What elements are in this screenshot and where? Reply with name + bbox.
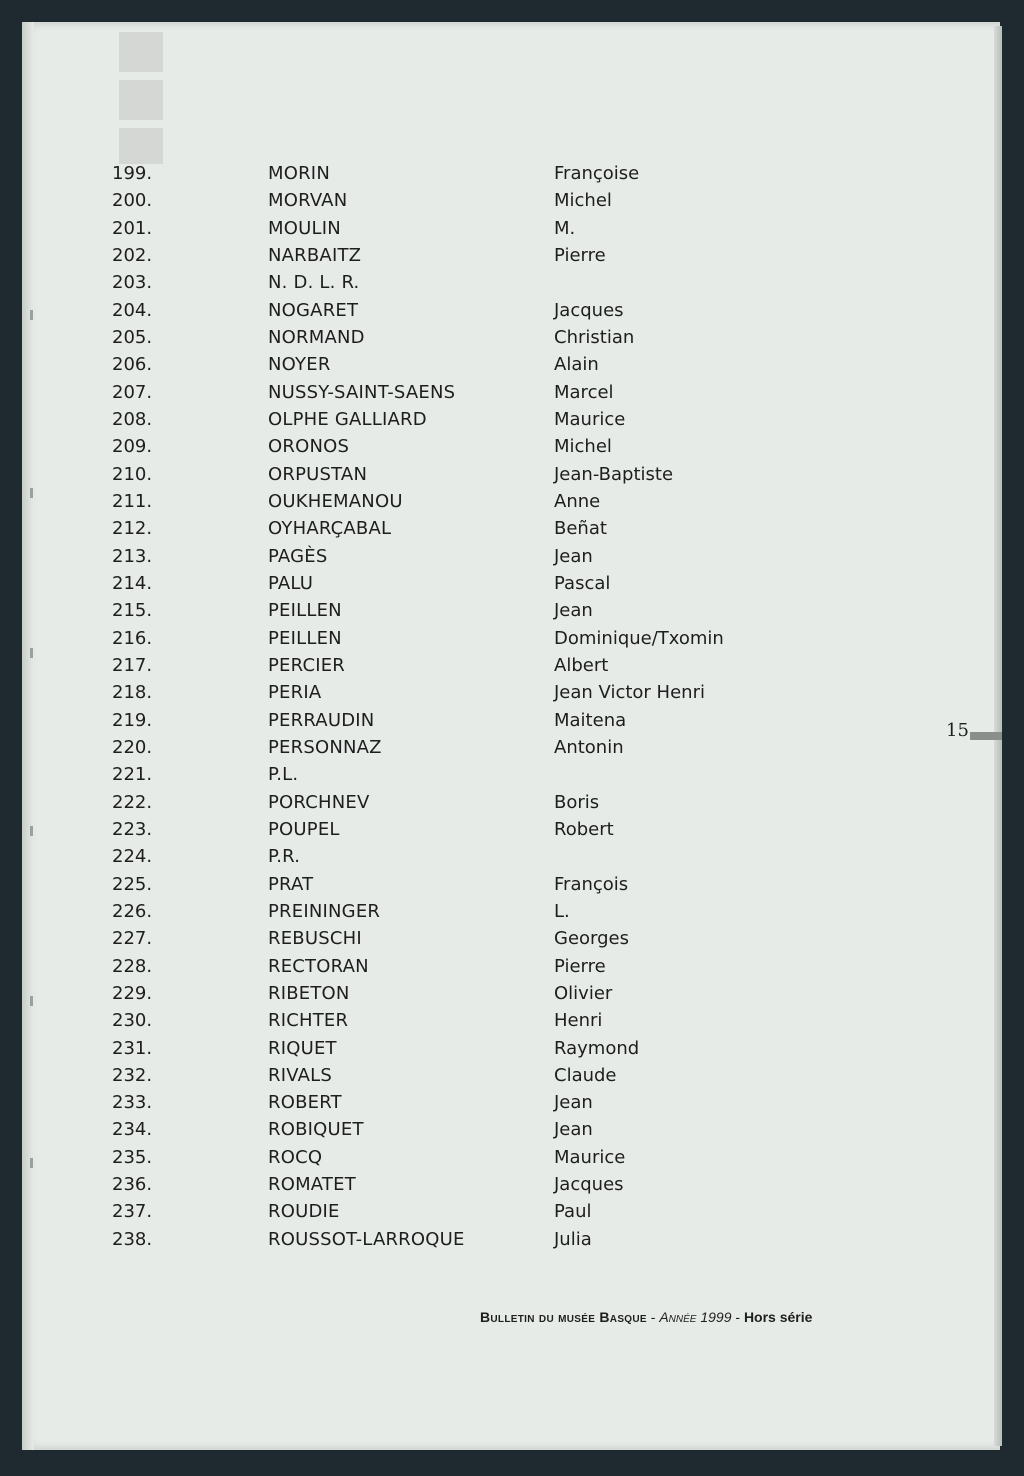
entry-last-name: ROCQ [268, 1146, 323, 1168]
entry-last-name: ROUDIE [268, 1201, 340, 1223]
entry-number: 215. [112, 600, 153, 622]
list-item [0, 816, 1000, 843]
entry-number: 218. [112, 682, 153, 704]
entry-number: 201. [112, 217, 153, 239]
entry-number: 229. [112, 982, 153, 1004]
entry-number: 213. [112, 545, 153, 567]
entry-first-name: Henri [554, 1010, 603, 1032]
list-item [0, 953, 1000, 980]
entry-number: 227. [112, 928, 153, 950]
entry-first-name: Raymond [554, 1037, 640, 1059]
entry-first-name: Antonin [554, 736, 624, 758]
entry-first-name: Maurice [554, 1146, 626, 1168]
entry-first-name: Robert [554, 818, 614, 840]
entry-first-name: Pierre [554, 244, 606, 266]
entry-last-name: P.R. [268, 846, 301, 868]
entry-number: 220. [112, 736, 153, 758]
list-item [0, 707, 1000, 734]
entry-first-name: Dominique/Txomin [554, 627, 724, 649]
list-item [0, 789, 1000, 816]
list-item [0, 1035, 1000, 1062]
entry-first-name: Georges [554, 928, 629, 950]
entry-number: 217. [112, 654, 153, 676]
entry-first-name: Françoise [554, 163, 640, 184]
entry-last-name: REBUSCHI [268, 928, 362, 950]
entry-number: 230. [112, 1010, 153, 1032]
entry-number: 209. [112, 436, 153, 458]
list-item [0, 570, 1000, 597]
entry-last-name: PORCHNEV [268, 791, 370, 813]
list-item [0, 652, 1000, 679]
entry-number: 200. [112, 190, 153, 212]
entry-last-name: PALU [268, 572, 314, 594]
entry-last-name: OLPHE GALLIARD [268, 408, 427, 430]
entry-first-name: Jean [554, 600, 593, 622]
entry-number: 225. [112, 873, 153, 895]
entry-first-name: Alain [554, 354, 599, 376]
list-item [0, 1198, 1000, 1225]
entry-number: 211. [112, 490, 153, 512]
entry-first-name: François [554, 873, 629, 895]
author-index-list [0, 160, 1000, 1253]
entry-first-name: Jacques [554, 1174, 624, 1196]
entry-first-name: Julia [554, 1228, 592, 1250]
entry-number: 202. [112, 244, 153, 266]
entry-last-name: RIQUET [268, 1037, 337, 1059]
list-item [0, 269, 1000, 296]
entry-number: 221. [112, 764, 153, 786]
entry-number: 204. [112, 299, 153, 321]
entry-last-name: ROMATET [268, 1174, 356, 1196]
entry-last-name: MORVAN [268, 190, 348, 212]
list-item [0, 1089, 1000, 1116]
entry-number: 233. [112, 1092, 153, 1114]
entry-number: 216. [112, 627, 153, 649]
entry-last-name: MORIN [268, 163, 330, 184]
entry-number: 236. [112, 1174, 153, 1196]
entry-number: 222. [112, 791, 153, 813]
entry-number: 219. [112, 709, 153, 731]
list-item [0, 1226, 1000, 1253]
entry-first-name: Jean-Baptiste [554, 463, 674, 485]
entry-last-name: P.L. [268, 764, 299, 786]
list-item [0, 734, 1000, 761]
entry-last-name: OYHARÇABAL [268, 518, 392, 540]
entry-number: 223. [112, 818, 153, 840]
entry-number: 208. [112, 408, 153, 430]
entry-last-name: PERIA [268, 682, 322, 704]
entry-number: 235. [112, 1146, 153, 1168]
entry-number: 199. [112, 163, 153, 184]
entry-last-name: NUSSY-SAINT-SAENS [268, 381, 456, 403]
footer-edition: Hors série [743, 1309, 813, 1325]
entry-first-name: Michel [554, 190, 612, 212]
entry-first-name: Christian [554, 326, 635, 348]
entry-last-name: PERRAUDIN [268, 709, 375, 731]
footer-separator: - [731, 1309, 744, 1325]
list-item [0, 625, 1000, 652]
entry-last-name: PERCIER [268, 654, 345, 676]
ornament-show-through [115, 28, 167, 168]
entry-number: 228. [112, 955, 153, 977]
list-item [0, 1007, 1000, 1034]
list-item [0, 461, 1000, 488]
entry-last-name: RIBETON [268, 982, 350, 1004]
list-item [0, 242, 1000, 269]
entry-first-name: Pascal [554, 572, 611, 594]
entry-first-name: Paul [554, 1201, 592, 1223]
entry-number: 205. [112, 326, 153, 348]
entry-last-name: NOYER [268, 354, 331, 376]
footer-separator: - [646, 1309, 660, 1325]
entry-number: 214. [112, 572, 153, 594]
entry-last-name: PEILLEN [268, 627, 342, 649]
entry-last-name: N. D. L. R. [268, 272, 360, 294]
list-item [0, 1116, 1000, 1143]
entry-number: 210. [112, 463, 153, 485]
entry-last-name: ROBIQUET [268, 1119, 364, 1141]
list-item [0, 843, 1000, 870]
entry-first-name: Claude [554, 1064, 617, 1086]
entry-first-name: M. [554, 217, 576, 239]
entry-number: 231. [112, 1037, 153, 1059]
entry-number: 206. [112, 354, 153, 376]
list-item [0, 597, 1000, 624]
entry-number: 237. [112, 1201, 153, 1223]
footer [480, 1309, 812, 1325]
list-item [0, 379, 1000, 406]
list-item [0, 324, 1000, 351]
entry-first-name: Michel [554, 436, 612, 458]
entry-first-name: Boris [554, 791, 600, 813]
list-item [0, 925, 1000, 952]
entry-last-name: ROBERT [268, 1092, 342, 1114]
entry-last-name: RIVALS [268, 1064, 332, 1086]
entry-number: 203. [112, 272, 153, 294]
entry-last-name: NORMAND [268, 326, 365, 348]
list-item [0, 1171, 1000, 1198]
entry-first-name: Beñat [554, 518, 607, 540]
list-item [0, 761, 1000, 788]
list-item [0, 160, 1000, 187]
entry-first-name: Jean [554, 545, 593, 567]
page-number: 15 [946, 720, 969, 741]
entry-last-name: PREININGER [268, 900, 381, 922]
entry-last-name: PERSONNAZ [268, 736, 382, 758]
footer-title: Bulletin du musée Basque [480, 1309, 647, 1325]
list-item [0, 1144, 1000, 1171]
list-item [0, 543, 1000, 570]
entry-last-name: OUKHEMANOU [268, 490, 403, 512]
list-item [0, 515, 1000, 542]
list-item [0, 980, 1000, 1007]
entry-last-name: NOGARET [268, 299, 359, 321]
entry-first-name: Jacques [554, 299, 624, 321]
entry-last-name: ORPUSTAN [268, 463, 368, 485]
entry-number: 226. [112, 900, 153, 922]
entry-number: 232. [112, 1064, 153, 1086]
entry-last-name: RICHTER [268, 1010, 349, 1032]
entry-first-name: Albert [554, 654, 609, 676]
entry-number: 212. [112, 518, 153, 540]
entry-last-name: PEILLEN [268, 600, 342, 622]
entry-first-name: Anne [554, 490, 601, 512]
entry-number: 224. [112, 846, 153, 868]
list-item [0, 297, 1000, 324]
entry-first-name: Jean [554, 1119, 593, 1141]
entry-number: 238. [112, 1228, 153, 1250]
entry-last-name: ROUSSOT-LARROQUE [268, 1228, 465, 1250]
entry-last-name: PRAT [268, 873, 314, 895]
entry-number: 234. [112, 1119, 153, 1141]
entry-number: 207. [112, 381, 153, 403]
entry-last-name: RECTORAN [268, 955, 369, 977]
entry-first-name: Maitena [554, 709, 627, 731]
entry-first-name: L. [554, 900, 570, 922]
list-item [0, 215, 1000, 242]
entry-first-name: Jean [554, 1092, 593, 1114]
list-item [0, 898, 1000, 925]
list-item [0, 351, 1000, 378]
list-item [0, 433, 1000, 460]
entry-last-name: PAGÈS [268, 545, 328, 567]
list-item [0, 871, 1000, 898]
entry-last-name: ORONOS [268, 436, 350, 458]
entry-first-name: Jean Victor Henri [554, 682, 705, 704]
footer-year: Année 1999 [659, 1309, 732, 1325]
entry-last-name: POUPEL [268, 818, 340, 840]
entry-last-name: NARBAITZ [268, 244, 362, 266]
list-item [0, 406, 1000, 433]
list-item [0, 679, 1000, 706]
entry-first-name: Marcel [554, 381, 614, 403]
entry-last-name: MOULIN [268, 217, 341, 239]
list-item [0, 187, 1000, 214]
list-item [0, 1062, 1000, 1089]
list-item [0, 488, 1000, 515]
entry-first-name: Maurice [554, 408, 626, 430]
entry-first-name: Olivier [554, 982, 613, 1004]
page-tab-marker [970, 732, 1002, 740]
entry-first-name: Pierre [554, 955, 606, 977]
